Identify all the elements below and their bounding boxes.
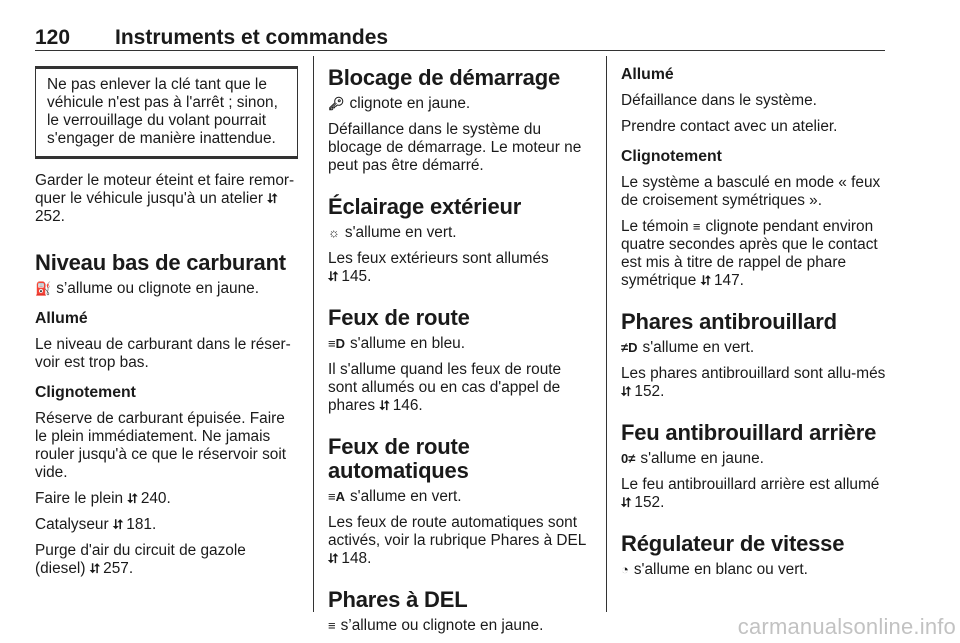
page-number: 120 [35,26,71,49]
section-heading-exterior-lighting: Éclairage extérieur [328,194,522,219]
page-header [35,24,885,48]
rear-fog-text: Le feu antibrouillard arrière est allumé ⮃ 152. [621,476,880,511]
cruise-indicator-line: ◔ s'allume en blanc ou vert. [621,561,808,578]
car-key-icon: 🔑︎ [328,96,345,111]
subheading-clignotement: Clignotement [35,384,136,401]
high-beam-icon: ≡D [328,336,345,351]
section-heading-fog-lights: Phares antibrouillard [621,309,837,334]
exterior-text: Les feux extérieurs sont allumés ⮃ 145. [328,250,549,285]
rear-fog-icon: 0≠ [621,451,636,466]
watermark: carmanualsonline.info [737,614,956,639]
section-heading-auto-high-beam: Feux de route automatiques [328,434,470,483]
chapter-title: Instruments et commandes [115,26,389,49]
reference-arrow-icon: ⮃ [112,517,124,532]
reference-arrow-icon: ⮃ [328,269,339,284]
led-allume-text-2: Prendre contact avec un atelier. [621,118,838,135]
column-2 [328,60,590,643]
reference-arrow-icon: ⮃ [328,551,339,566]
rear-fog-indicator-line: 0≠ s'allume en jaune. [621,450,764,467]
fuel-pump-icon: ⛽ [35,281,52,296]
auto-high-beam-icon: ≡A [328,489,345,504]
led-clign-text-1: Le système a basculé en mode « feux de croisement symétriques ». [621,174,881,209]
led-clign-text-2: Le témoin ≡ clignote pendant environ quatre secondes après que le contact est mis à titre de rappel de phare symétrique ⮃ 147. [621,218,878,289]
refuel-line: Faire le plein ⮃ 240. [35,490,171,507]
column-divider-2 [606,56,607,612]
immobiliser-text: Défaillance dans le système du blocage de démarrage. Le moteur ne peut pas être démarré. [328,121,582,174]
fuel-allume-text: Le niveau de carburant dans le réser-voir est trop bas. [35,336,291,371]
reference-arrow-icon: ⮃ [621,384,632,399]
subheading-allume: Allumé [35,310,88,327]
reference-arrow-icon: ⮃ [379,398,390,413]
section-heading-fuel: Niveau bas de carburant [35,250,286,275]
reference-arrow-icon: ⮃ [700,273,711,288]
exterior-indicator-line: ☼ s'allume en vert. [328,224,457,241]
high-beam-indicator-line: ≡D s'allume en bleu. [328,335,466,352]
reference-arrow-icon: ⮃ [267,191,278,206]
section-heading-immobiliser: Blocage de démarrage [328,65,560,90]
catalyst-line: Catalyseur ⮃ 181. [35,516,157,533]
column-1 [35,60,298,586]
auto-high-beam-indicator-line: ≡A s'allume en vert. [328,488,462,505]
section-heading-led: Phares à DEL [328,587,468,612]
reference-arrow-icon: ⮃ [89,561,101,576]
front-fog-icon: ≠D [621,340,638,355]
section-heading-rear-fog: Feu antibrouillard arrière [621,420,877,445]
fuel-clign-text: Réserve de carburant épuisée. Faire le plein immédiatement. Ne jamais rouler jusqu'à ce que le réservoir soit vide. [35,410,287,481]
led-headlamp-icon: ≡ [328,618,336,633]
page-ref: 252. [35,208,65,225]
led-indicator-line: ≡ s’allume ou clignote en jaune. [328,617,544,634]
purge-line: Purge d'air du circuit de gazole (diesel) ⮃ 257. [35,542,246,577]
led-allume-text-1: Défaillance dans le système. [621,92,817,109]
tow-paragraph: Garder le moteur éteint et faire remor-quer le véhicule jusqu'à un atelier ⮃252. [35,172,295,225]
reference-arrow-icon: ⮃ [621,495,632,510]
auto-high-beam-text: Les feux de route automatiques sont activés, voir la rubrique Phares à DEL ⮃ 148. [328,514,587,567]
column-3 [621,60,886,587]
high-beam-text: Il s'allume quand les feux de route sont allumés ou en cas d'appel de phares ⮃ 146. [328,361,562,414]
reference-arrow-icon: ⮃ [127,491,138,506]
subheading-allume: Allumé [621,66,674,83]
led-headlamp-icon: ≡ [692,219,701,234]
speedometer-icon: ◔ [621,562,629,577]
section-heading-high-beam: Feux de route [328,305,470,330]
exterior-light-icon: ☼ [328,225,340,240]
fog-text: Les phares antibrouillard sont allu-més ⮃ 152. [621,365,886,400]
column-divider-1 [313,56,314,612]
header-rule [35,50,885,51]
subheading-clignotement: Clignotement [621,148,722,165]
fuel-indicator-line: ⛽ s’allume ou clignote en jaune. [35,280,259,297]
fog-indicator-line: ≠D s'allume en vert. [621,339,755,356]
immobiliser-indicator-line: 🔑︎ clignote en jaune. [328,95,471,112]
warning-box: Ne pas enlever la clé tant que le véhicule n'est pas à l'arrêt ; sinon, le verrouillage du volant pourrait s'engager de manière inattendue. [35,66,298,159]
section-heading-cruise-control: Régulateur de vitesse [621,531,845,556]
